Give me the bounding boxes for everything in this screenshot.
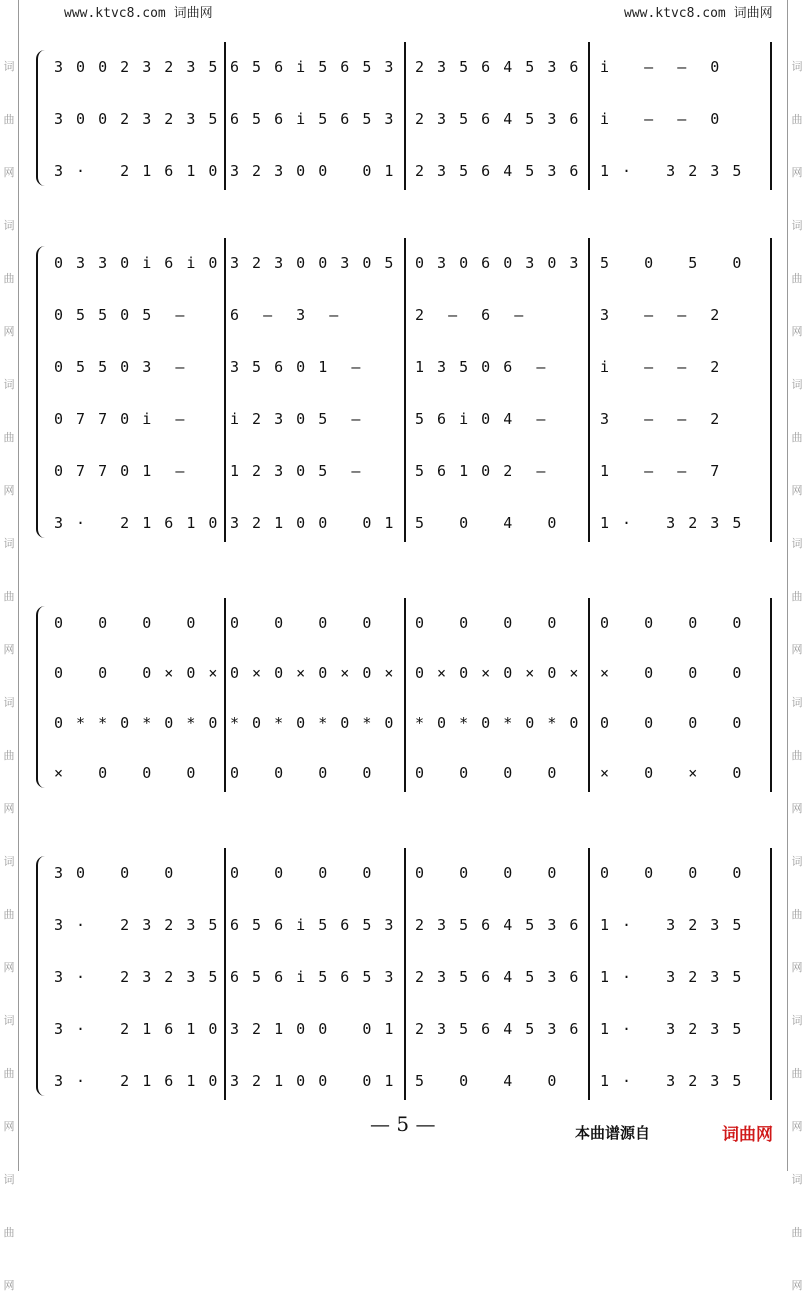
staff-row [50, 304, 780, 326]
measure: 3 0 0 2 3 2 3 5 [54, 110, 220, 128]
watermark-char: 曲 [791, 113, 803, 126]
measure: 1 · 3 2 3 5 [600, 514, 744, 532]
measure: 0 3 0 6 0 3 0 3 [415, 254, 581, 272]
staff-row [50, 712, 780, 734]
watermark-char: 词 [3, 378, 15, 391]
watermark-char: 词 [791, 855, 803, 868]
left-watermark-column [1, 60, 17, 1293]
measure: 3 5 6 0 1 — [230, 358, 363, 376]
measure: 0 0 0 0 [600, 864, 744, 882]
measure: 3 2 1 0 0 0 1 [230, 1020, 396, 1038]
watermark-char: 网 [791, 961, 803, 974]
measure: 2 3 5 6 4 5 3 6 [415, 58, 581, 76]
watermark-char: 曲 [3, 1067, 15, 1080]
measure: i — — 2 [600, 358, 722, 376]
measure: 0 0 0 0 [230, 764, 374, 782]
measure: 1 — — 7 [600, 462, 722, 480]
watermark-char: 词 [791, 696, 803, 709]
watermark-char: 词 [791, 60, 803, 73]
watermark-char: 词 [791, 378, 803, 391]
watermark-char: 词 [791, 1173, 803, 1186]
watermark-char: 词 [791, 1014, 803, 1027]
staff-row [50, 762, 780, 784]
measure: 3 2 3 0 0 3 0 5 [230, 254, 396, 272]
staff-row [50, 108, 780, 130]
measure: 3 · 2 1 6 1 0 [54, 514, 220, 532]
measure: 5 0 4 0 [415, 1072, 559, 1090]
watermark-char: 曲 [3, 1226, 15, 1239]
watermark-char: 网 [791, 1279, 803, 1292]
measure: 5 6 1 0 2 — [415, 462, 548, 480]
right-margin-line [787, 0, 788, 1171]
measure: * 0 * 0 * 0 * 0 [230, 714, 396, 732]
measure: 0 0 0 0 [415, 764, 559, 782]
measure: i — — 0 [600, 110, 722, 128]
measure: 6 5 6 i 5 6 5 3 [230, 110, 396, 128]
watermark-char: 网 [3, 1279, 15, 1292]
measure: 3 · 2 3 2 3 5 [54, 968, 220, 986]
measure: 3 0 0 2 3 2 3 5 [54, 58, 220, 76]
watermark-char: 词 [3, 855, 15, 868]
watermark-char: 词 [3, 60, 15, 73]
measure: 2 3 5 6 4 5 3 6 [415, 110, 581, 128]
system-brace [36, 246, 47, 538]
watermark-char: 词 [3, 1014, 15, 1027]
measure: 1 · 3 2 3 5 [600, 1072, 744, 1090]
measure: 0 7 7 0 i — [54, 410, 187, 428]
measure: 5 6 i 0 4 — [415, 410, 548, 428]
measure: 6 5 6 i 5 6 5 3 [230, 58, 396, 76]
measure: 2 3 5 6 4 5 3 6 [415, 162, 581, 180]
watermark-char: 曲 [791, 1226, 803, 1239]
staff-row [50, 662, 780, 684]
staff-row [50, 612, 780, 634]
watermark-char: 曲 [3, 113, 15, 126]
watermark-char: 词 [3, 696, 15, 709]
watermark-char: 网 [3, 802, 15, 815]
staff-row [50, 1018, 780, 1040]
staff-row [50, 356, 780, 378]
measure: 0 7 7 0 1 — [54, 462, 187, 480]
watermark-char: 曲 [791, 908, 803, 921]
measure: 3 2 1 0 0 0 1 [230, 514, 396, 532]
measure: 1 · 3 2 3 5 [600, 968, 744, 986]
watermark-char: 词 [3, 1173, 15, 1186]
measure: × 0 × 0 [600, 764, 744, 782]
measure: 0 × 0 × 0 × 0 × [230, 664, 396, 682]
staff-row [50, 252, 780, 274]
measure: 3 — — 2 [600, 306, 722, 324]
header-site-left: www.ktvc8.com 词曲网 [64, 6, 213, 21]
watermark-char: 网 [791, 1120, 803, 1133]
system-brace [36, 606, 47, 788]
watermark-char: 词 [791, 219, 803, 232]
barline [404, 238, 406, 542]
measure: 6 5 6 i 5 6 5 3 [230, 968, 396, 986]
staff-row [50, 862, 780, 884]
brand-logo-text: 词曲网 [722, 1125, 773, 1145]
measure: 1 · 3 2 3 5 [600, 162, 744, 180]
measure: 0 0 0 0 [600, 614, 744, 632]
measure: 1 3 5 0 6 — [415, 358, 548, 376]
watermark-char: 曲 [3, 431, 15, 444]
system-brace [36, 856, 47, 1096]
measure: 2 3 5 6 4 5 3 6 [415, 1020, 581, 1038]
measure: 3 0 0 0 [54, 864, 176, 882]
measure: 6 5 6 i 5 6 5 3 [230, 916, 396, 934]
staff-row [50, 966, 780, 988]
right-watermark-column [789, 60, 805, 1293]
measure: 0 × 0 × 0 × 0 × [415, 664, 581, 682]
measure: 3 — — 2 [600, 410, 722, 428]
watermark-char: 网 [791, 325, 803, 338]
watermark-char: 曲 [791, 272, 803, 285]
watermark-char: 曲 [791, 1067, 803, 1080]
barline [224, 238, 226, 542]
watermark-char: 网 [3, 484, 15, 497]
source-note: 本曲谱源自 [575, 1124, 651, 1142]
watermark-char: 网 [3, 166, 15, 179]
measure: × 0 0 0 [600, 664, 744, 682]
watermark-char: 词 [3, 219, 15, 232]
watermark-char: 词 [3, 537, 15, 550]
measure: 1 · 3 2 3 5 [600, 1020, 744, 1038]
measure: 0 0 0 × 0 × [54, 664, 220, 682]
watermark-char: 曲 [3, 749, 15, 762]
measure: 2 3 5 6 4 5 3 6 [415, 916, 581, 934]
measure: 0 0 0 0 [230, 864, 374, 882]
measure: 2 3 5 6 4 5 3 6 [415, 968, 581, 986]
measure: 0 0 0 0 [600, 714, 744, 732]
watermark-char: 曲 [791, 431, 803, 444]
measure: i 2 3 0 5 — [230, 410, 363, 428]
measure: 0 0 0 0 [230, 614, 374, 632]
watermark-char: 网 [3, 325, 15, 338]
watermark-char: 网 [791, 802, 803, 815]
watermark-char: 网 [3, 1120, 15, 1133]
staff-row [50, 1070, 780, 1092]
measure: 3 · 2 3 2 3 5 [54, 916, 220, 934]
measure: 0 0 0 0 [54, 614, 198, 632]
staff-row [50, 460, 780, 482]
measure: 0 * * 0 * 0 * 0 [54, 714, 220, 732]
measure: 5 0 4 0 [415, 514, 559, 532]
measure: 3 2 1 0 0 0 1 [230, 1072, 396, 1090]
staff-row [50, 160, 780, 182]
measure: 0 0 0 0 [415, 614, 559, 632]
header-site-right: www.ktvc8.com 词曲网 [624, 6, 773, 21]
watermark-char: 网 [791, 484, 803, 497]
watermark-char: 网 [791, 643, 803, 656]
watermark-char: 曲 [3, 908, 15, 921]
system-brace [36, 50, 47, 186]
measure: 2 — 6 — [415, 306, 526, 324]
measure: 3 2 3 0 0 0 1 [230, 162, 396, 180]
left-margin-line [18, 0, 19, 1171]
measure: 3 · 2 1 6 1 0 [54, 1020, 220, 1038]
measure: 6 — 3 — [230, 306, 341, 324]
measure: 0 0 0 0 [415, 864, 559, 882]
barline [770, 238, 772, 542]
measure: 3 · 2 1 6 1 0 [54, 162, 220, 180]
watermark-char: 网 [3, 643, 15, 656]
staff-row [50, 512, 780, 534]
watermark-char: 网 [3, 961, 15, 974]
measure: 0 3 3 0 i 6 i 0 [54, 254, 220, 272]
measure: × 0 0 0 [54, 764, 198, 782]
measure: i — — 0 [600, 58, 722, 76]
staff-row [50, 56, 780, 78]
watermark-char: 词 [791, 537, 803, 550]
watermark-char: 曲 [791, 749, 803, 762]
measure: 0 5 5 0 3 — [54, 358, 187, 376]
measure: 1 2 3 0 5 — [230, 462, 363, 480]
measure: 0 5 5 0 5 — [54, 306, 187, 324]
barline [588, 238, 590, 542]
page-number: — 5 — [370, 1112, 436, 1136]
watermark-char: 曲 [3, 272, 15, 285]
staff-row [50, 914, 780, 936]
measure: 1 · 3 2 3 5 [600, 916, 744, 934]
watermark-char: 曲 [791, 590, 803, 603]
watermark-char: 曲 [3, 590, 15, 603]
measure: * 0 * 0 * 0 * 0 [415, 714, 581, 732]
measure: 3 · 2 1 6 1 0 [54, 1072, 220, 1090]
watermark-char: 网 [791, 166, 803, 179]
staff-row [50, 408, 780, 430]
measure: 5 0 5 0 [600, 254, 744, 272]
